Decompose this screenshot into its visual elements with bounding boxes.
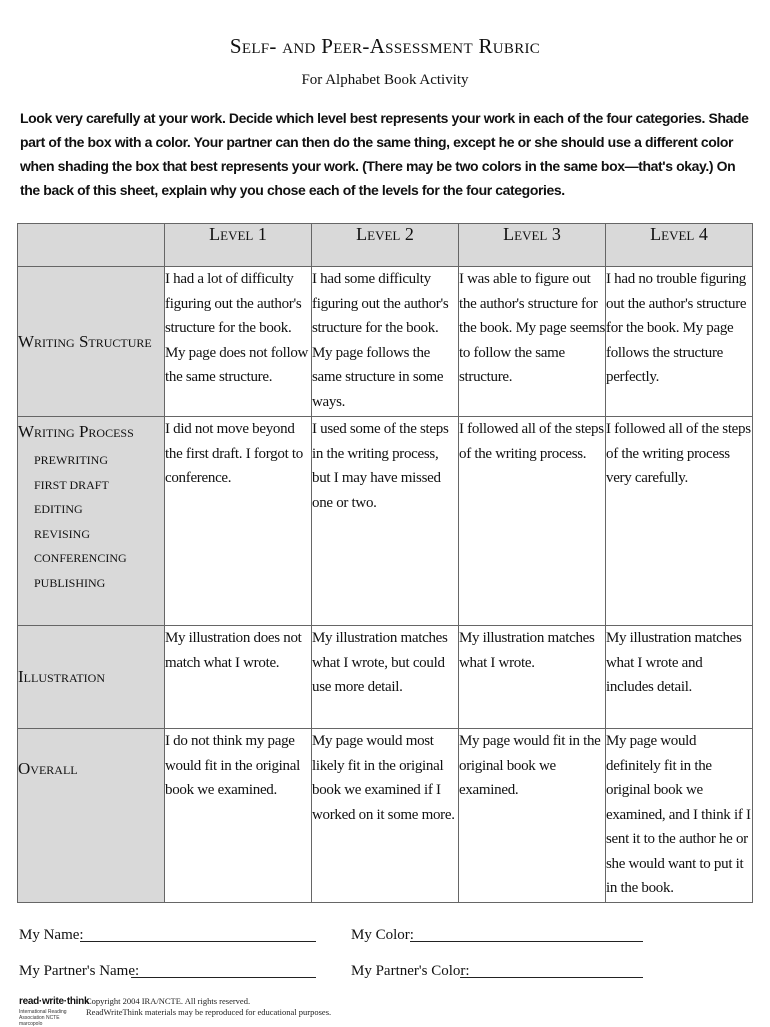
rubric-cell[interactable]: I had a lot of difficulty figuring out the author's structure for the book. My page does not follow the same structure. [165,267,312,417]
category-cell [18,626,165,729]
process-step: PUBLISHING [34,575,106,590]
row-writing-process [18,417,753,626]
category-cell [18,729,165,903]
partner-name-label: My Partner's Name: [19,963,140,979]
row-writing-structure [18,267,753,417]
rubric-cell[interactable]: I had some difficulty figuring out the author's structure for the book. My page follows the same structure in some ways. [312,267,459,417]
rubric-table [17,223,753,903]
rubric-cell[interactable]: I had no trouble figuring out the author's structure for the book. My page follows the structure perfectly. [606,267,753,417]
category-label: Overall [18,759,78,778]
rubric-cell[interactable]: My illustration does not match what I wrote. [165,626,312,729]
process-step: CONFERENCING [34,551,127,565]
logo-wordmark: read·write·think [19,996,90,1007]
level-3-header: Level 3 [459,224,606,267]
page-subtitle: For Alphabet Book Activity [301,72,469,88]
process-steps-list [18,448,164,595]
rubric-cell[interactable]: My illustration matches what I wrote and includes detail. [606,626,753,729]
rubric-cell[interactable]: My page would fit in the original book we examined. [459,729,606,903]
readwritethink-logo [19,996,90,1027]
rubric-cell[interactable]: My illustration matches what I wrote. [459,626,606,729]
page-title: Self- and Peer-Assessment Rubric [229,34,541,58]
rubric-cell[interactable]: My illustration matches what I wrote, but could use more detail. [312,626,459,729]
copyright-notice [86,996,331,1018]
level-4-header: Level 4 [606,224,753,267]
my-name-label: My Name: [19,927,84,943]
reproduction-note: ReadWriteThink materials may be reproduced for educational purposes. [86,1007,332,1017]
category-cell [18,267,165,417]
partner-color-label: My Partner's Color: [351,963,470,979]
copyright-line: Copyright 2004 IRA/NCTE. All rights reserved. [86,996,251,1006]
rubric-cell[interactable]: I used some of the steps in the writing process, but I may have missed one or two. [312,417,459,626]
category-label: Writing Structure [18,331,152,351]
level-1-header: Level 1 [165,224,312,267]
row-overall [18,729,753,903]
process-step: EDITING [34,502,83,516]
category-label: Illustration [18,667,105,686]
row-illustration [18,626,753,729]
my-color-label: My Color: [351,927,414,943]
rubric-cell[interactable]: I did not move beyond the first draft. I forgot to conference. [165,417,312,626]
header-corner-cell [18,224,165,267]
rubric-cell[interactable]: My page would most likely fit in the original book we examined if I worked on it some more. [312,729,459,903]
process-step: FIRST DRAFT [34,477,109,492]
category-label: Writing Process [18,422,134,441]
logo-partners: International Reading Association NCTE marcopolo [19,1009,67,1027]
rubric-cell[interactable]: My page would definitely fit in the original book we examined, and I think if I sent it to the author he or she would want to put it in the book. [606,729,753,903]
rubric-cell[interactable]: I followed all of the steps of the writing process very carefully. [606,417,753,626]
process-step: REVISING [34,526,90,541]
process-step: PREWRITING [34,453,108,467]
header-row [18,224,753,267]
rubric-cell[interactable]: I was able to figure out the author's structure for the book. My page seems to follow the same structure. [459,267,606,417]
level-2-header: Level 2 [312,224,459,267]
instructions-paragraph: Look very carefully at your work. Decide which level best represents your work in each of the four categories. Shade part of the box with a color. Your partner can then do the same thing, except he or she should use a different color when shading the box that best represents your work. (There may be two colors in the same box—that's okay.) On the back of this sheet, explain why you chose each of the levels for the four categories. [20,110,749,198]
rubric-cell[interactable]: I do not think my page would fit in the original book we examined. [165,729,312,903]
rubric-cell[interactable]: I followed all of the steps of the writing process. [459,417,606,626]
category-cell [18,417,165,626]
